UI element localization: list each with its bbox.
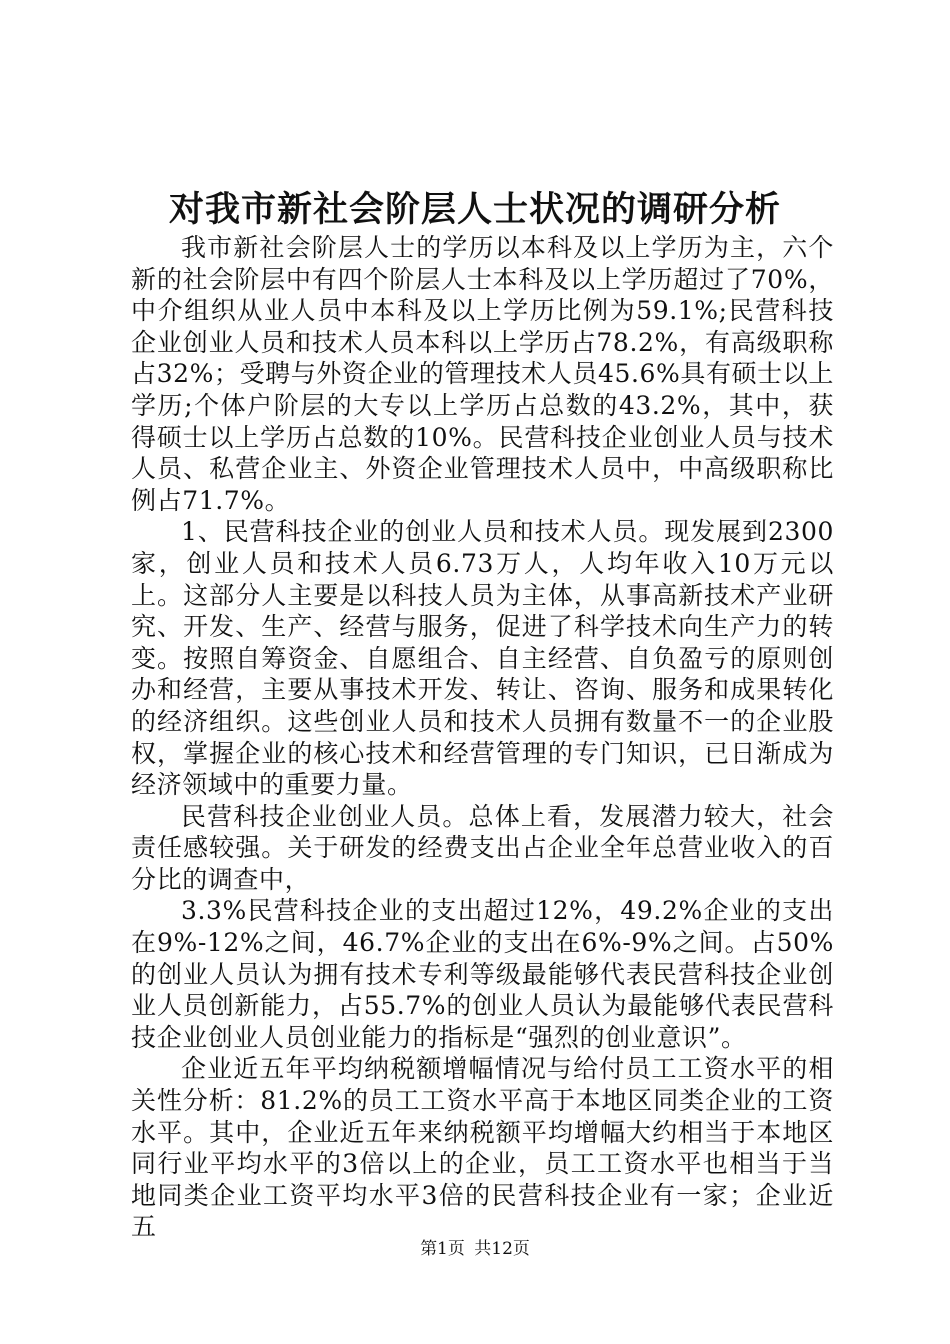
- page-footer: [0, 1238, 950, 1260]
- paragraph: 企业近五年平均纳税额增幅情况与给付员工工资水平的相关性分析：81.2%的员工工资水平高于本地区同类企业的工资水平。其中，企业近五年来纳税额平均增幅大约相当于本地区同行业平均水平的3倍以上的企业，员工工资水平也相当于当地同类企业工资平均水平3倍的民营科技企业有一家；企业近五: [131, 1054, 834, 1242]
- document-title: 对我市新社会阶层人士状况的调研分析: [168, 189, 781, 230]
- paragraph: 民营科技企业创业人员。总体上看，发展潜力较大，社会责任感较强。关于研发的经费支出占企业全年总营业收入的百分比的调查中，: [131, 801, 834, 894]
- paragraph: 3.3%民营科技企业的支出超过12%，49.2%企业的支出在9%-12%之间，46.7%企业的支出在6%-9%之间。占50%的创业人员认为拥有技术专利等级最能够代表民营科技企业创业人员创新能力，占55.7%的创业人员认为最能够代表民营科技企业创业人员创业能力的指标是“强烈的创业意识”。: [131, 896, 834, 1052]
- paragraph: 我市新社会阶层人士的学历以本科及以上学历为主，六个新的社会阶层中有四个阶层人士本科及以上学历超过了70%，中介组织从业人员中本科及以上学历比例为59.1%;民营科技企业创业人员和技术人员本科以上学历占78.2%，有高级职称占32%；受聘与外资企业的管理技术人员45.6%具有硕士以上学历;个体户阶层的大专以上学历占总数的43.2%，其中，获得硕士以上学历占总数的10%。民营科技企业创业人员与技术人员、私营企业主、外资企业管理技术人员中，中高级职称比例占71.7%。: [131, 233, 834, 515]
- document-body: [131, 232, 834, 1243]
- page-total: 共12页: [474, 1239, 530, 1259]
- page-number: 第1页: [420, 1239, 465, 1259]
- paragraph: 1、民营科技企业的创业人员和技术人员。现发展到2300家，创业人员和技术人员6.73万人，人均年收入10万元以上。这部分人主要是以科技人员为主体，从事高新技术产业研究、开发、生产、经营与服务，促进了科学技术向生产力的转变。按照自筹资金、自愿组合、自主经营、自负盈亏的原则创办和经营，主要从事技术开发、转让、咨询、服务和成果转化的经济组织。这些创业人员和技术人员拥有数量不一的企业股权，掌握企业的核心技术和经营管理的专门知识，已日渐成为经济领域中的重要力量。: [131, 517, 834, 800]
